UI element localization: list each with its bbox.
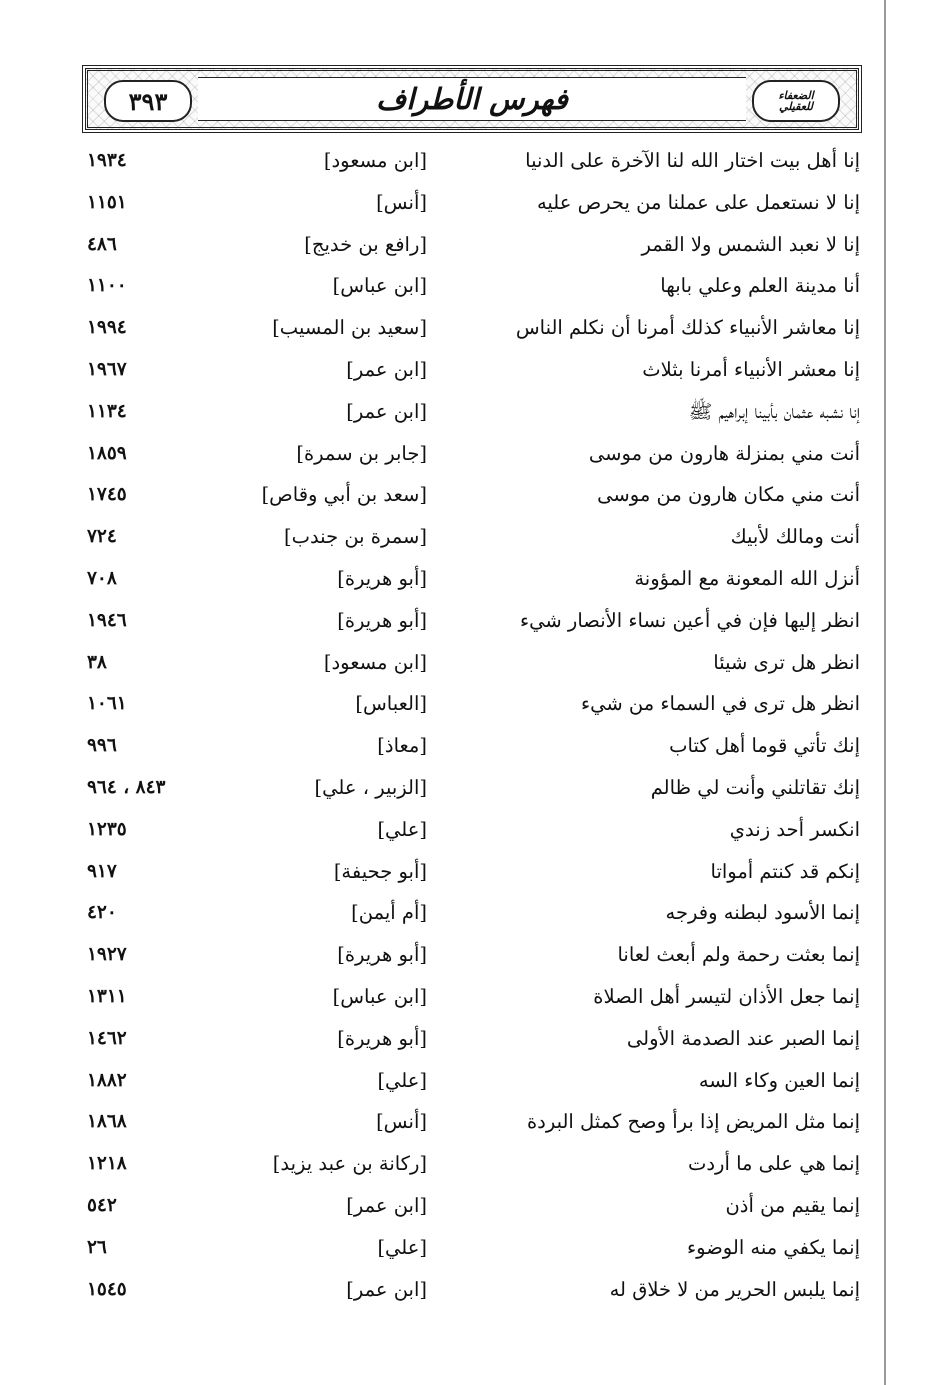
hadith-opening-text: انظر هل ترى في السماء من شيء <box>580 692 860 716</box>
hadith-opening-text: إنا معشر الأنبياء أمرنا بثلاث <box>642 357 860 381</box>
hadith-opening-text: إنا أهل بيت اختار الله لنا الآخرة على الدنيا <box>525 149 860 172</box>
hadith-number: ١٠٦١ <box>87 693 127 715</box>
hadith-opening-text: إنما جعل الأذان لتيسر أهل الصلاة <box>593 984 860 1008</box>
hadith-number: ١٨٥٩ <box>87 442 127 464</box>
hadith-number: ٩٩٦ <box>87 735 117 757</box>
index-entry-row <box>85 892 860 934</box>
index-entry-row <box>85 1185 860 1227</box>
narrator-name: [أنس] <box>376 190 427 214</box>
hadith-number: ١١٠٠ <box>87 275 127 297</box>
hadith-number: ١١٥١ <box>87 191 127 213</box>
narrator-name: [ابن عمر] <box>346 357 427 381</box>
page-header <box>85 68 859 130</box>
hadith-opening-text: إنما العين وكاء السه <box>698 1068 860 1092</box>
book-logo-cartouche <box>752 80 840 122</box>
narrator-name: [جابر بن سمرة] <box>296 441 427 465</box>
narrator-name: [أبو هريرة] <box>337 943 427 967</box>
narrator-name: [أبو هريرة] <box>337 1026 427 1050</box>
index-entry-row <box>85 474 860 516</box>
hadith-opening-text: إنما يلبس الحرير من لا خلاق له <box>609 1277 860 1301</box>
hadith-number: ٤٨٦ <box>87 233 117 255</box>
page-binding-line <box>884 0 886 1385</box>
narrator-name: [علي] <box>377 1068 427 1092</box>
narrator-name: [ابن مسعود] <box>323 650 427 674</box>
hadith-number: ٩١٧ <box>87 860 117 882</box>
index-entry-row <box>85 433 860 475</box>
hadith-number: ١٩٦٧ <box>87 358 127 380</box>
narrator-name: [ابن عمر] <box>346 1277 427 1301</box>
hadith-number: ١٩٩٤ <box>87 317 127 339</box>
hadith-opening-text: إنك تأتي قوما أهل كتاب <box>669 734 860 758</box>
index-entry-row <box>85 683 860 725</box>
hadith-opening-text: إنا نشبه عثمان بأبينا إبراهيم ﷺ <box>688 399 860 423</box>
narrator-name: [معاذ] <box>377 734 427 758</box>
narrator-name: [سعيد بن المسيب] <box>272 316 427 340</box>
hadith-opening-text: إنما الصبر عند الصدمة الأولى <box>626 1026 860 1050</box>
index-entry-row <box>85 516 860 558</box>
hadith-number: ١٤٦٢ <box>87 1027 127 1049</box>
index-entry-row <box>85 725 860 767</box>
hadith-opening-text: إنا معاشر الأنبياء كذلك أمرنا أن نكلم الناس <box>515 316 860 340</box>
hadith-number: ٨٤٣ ، ٩٦٤ <box>87 776 166 798</box>
narrator-name: [علي] <box>377 817 427 841</box>
narrator-name: [سمرة بن جندب] <box>283 525 427 549</box>
index-entry-row <box>85 600 860 642</box>
index-entry-row <box>85 224 860 266</box>
index-entries <box>85 140 860 1312</box>
index-entry-row <box>85 349 860 391</box>
hadith-opening-text: انظر هل ترى شيئا <box>713 650 860 674</box>
hadith-opening-text: إنما يقيم من أذن <box>725 1193 860 1217</box>
narrator-name: [الزبير ، علي] <box>314 775 427 799</box>
hadith-number: ١٣١١ <box>87 985 127 1007</box>
narrator-name: [أبو هريرة] <box>337 566 427 590</box>
hadith-opening-text: إنما يكفي منه الوضوء <box>687 1235 860 1259</box>
narrator-name: [ركانة بن عبد يزيد] <box>272 1152 427 1176</box>
narrator-name: [أبو هريرة] <box>337 608 427 632</box>
index-entry-row <box>85 809 860 851</box>
index-entry-row <box>85 391 860 433</box>
hadith-number: ١٢٣٥ <box>87 818 127 840</box>
narrator-name: [ابن عباس] <box>332 984 427 1008</box>
narrator-name: [ابن عمر] <box>346 399 427 423</box>
index-entry-row <box>85 307 860 349</box>
hadith-number: ٣٨ <box>87 651 107 673</box>
index-entry-row <box>85 642 860 684</box>
index-entry-row <box>85 182 860 224</box>
hadith-number: ١٨٦٨ <box>87 1111 127 1133</box>
hadith-number: ٢٦ <box>87 1236 107 1258</box>
index-entry-row <box>85 1060 860 1102</box>
hadith-opening-text: أنت مني مكان هارون من موسى <box>597 483 860 507</box>
index-entry-row <box>85 1143 860 1185</box>
header-title-band <box>198 77 746 121</box>
hadith-number: ٤٢٠ <box>87 902 117 924</box>
index-entry-row <box>85 265 860 307</box>
page-title: فهرس الأطراف <box>376 82 568 116</box>
hadith-number: ٧٠٨ <box>87 567 117 589</box>
index-entry-row <box>85 1018 860 1060</box>
narrator-name: [سعد بن أبي وقاص] <box>261 483 427 507</box>
index-entry-row <box>85 976 860 1018</box>
hadith-opening-text: أنت ومالك لأبيك <box>730 525 860 549</box>
index-entry-row <box>85 140 860 182</box>
hadith-number: ١٨٨٢ <box>87 1069 127 1091</box>
index-entry-row <box>85 1227 860 1269</box>
index-entry-row <box>85 558 860 600</box>
hadith-number: ٧٢٤ <box>87 526 117 548</box>
hadith-number: ١٩٢٧ <box>87 944 127 966</box>
hadith-opening-text: أنا مدينة العلم وعلي بابها <box>660 274 860 298</box>
hadith-number: ١٢١٨ <box>87 1153 127 1175</box>
hadith-opening-text: إنا لا نعبد الشمس ولا القمر <box>641 232 860 256</box>
index-entry-row <box>85 767 860 809</box>
hadith-opening-text: إنما مثل المريض إذا برأ وصح كمثل البردة <box>526 1110 860 1134</box>
narrator-name: [ابن مسعود] <box>323 149 427 172</box>
hadith-opening-text: أنت مني بمنزلة هارون من موسى <box>588 441 860 465</box>
hadith-number: ١٩٣٤ <box>87 150 127 171</box>
hadith-opening-text: إنا لا نستعمل على عملنا من يحرص عليه <box>536 190 860 214</box>
narrator-name: [علي] <box>377 1235 427 1259</box>
hadith-number: ١٩٤٦ <box>87 609 127 631</box>
index-entry-row <box>85 1269 860 1311</box>
page-number-cartouche <box>104 80 192 122</box>
hadith-opening-text: انكسر أحد زندي <box>729 817 860 841</box>
index-entry-row <box>85 851 860 893</box>
narrator-name: [ابن عمر] <box>346 1193 427 1217</box>
hadith-opening-text: أنزل الله المعونة مع المؤونة <box>634 566 860 590</box>
book-logo-line-1: الضعفاء <box>778 89 814 102</box>
hadith-opening-text: إنكم قد كنتم أمواتا <box>710 859 860 883</box>
hadith-opening-text: إنك تقاتلني وأنت لي ظالم <box>650 775 860 799</box>
hadith-opening-text: انظر إليها فإن في أعين نساء الأنصار شيء <box>519 608 860 632</box>
hadith-number: ٥٤٢ <box>87 1194 117 1216</box>
narrator-name: [رافع بن خديج] <box>304 232 427 256</box>
book-logo-line-2: للعقيلي <box>779 100 813 113</box>
hadith-opening-text: إنما هي على ما أردت <box>688 1152 860 1176</box>
page-number: ٣٩٣ <box>128 86 168 116</box>
hadith-opening-text: إنما الأسود لبطنه وفرجه <box>665 901 860 925</box>
narrator-name: [العباس] <box>355 692 427 716</box>
narrator-name: [أبو جحيفة] <box>333 859 427 883</box>
narrator-name: [أنس] <box>376 1110 427 1134</box>
hadith-opening-text: إنما بعثت رحمة ولم أبعث لعانا <box>617 943 860 967</box>
hadith-number: ١٥٤٥ <box>87 1278 127 1300</box>
narrator-name: [أم أيمن] <box>351 901 427 925</box>
index-entry-row <box>85 934 860 976</box>
hadith-number: ١١٣٤ <box>87 400 127 422</box>
hadith-number: ١٧٤٥ <box>87 484 127 506</box>
narrator-name: [ابن عباس] <box>332 274 427 298</box>
index-entry-row <box>85 1101 860 1143</box>
